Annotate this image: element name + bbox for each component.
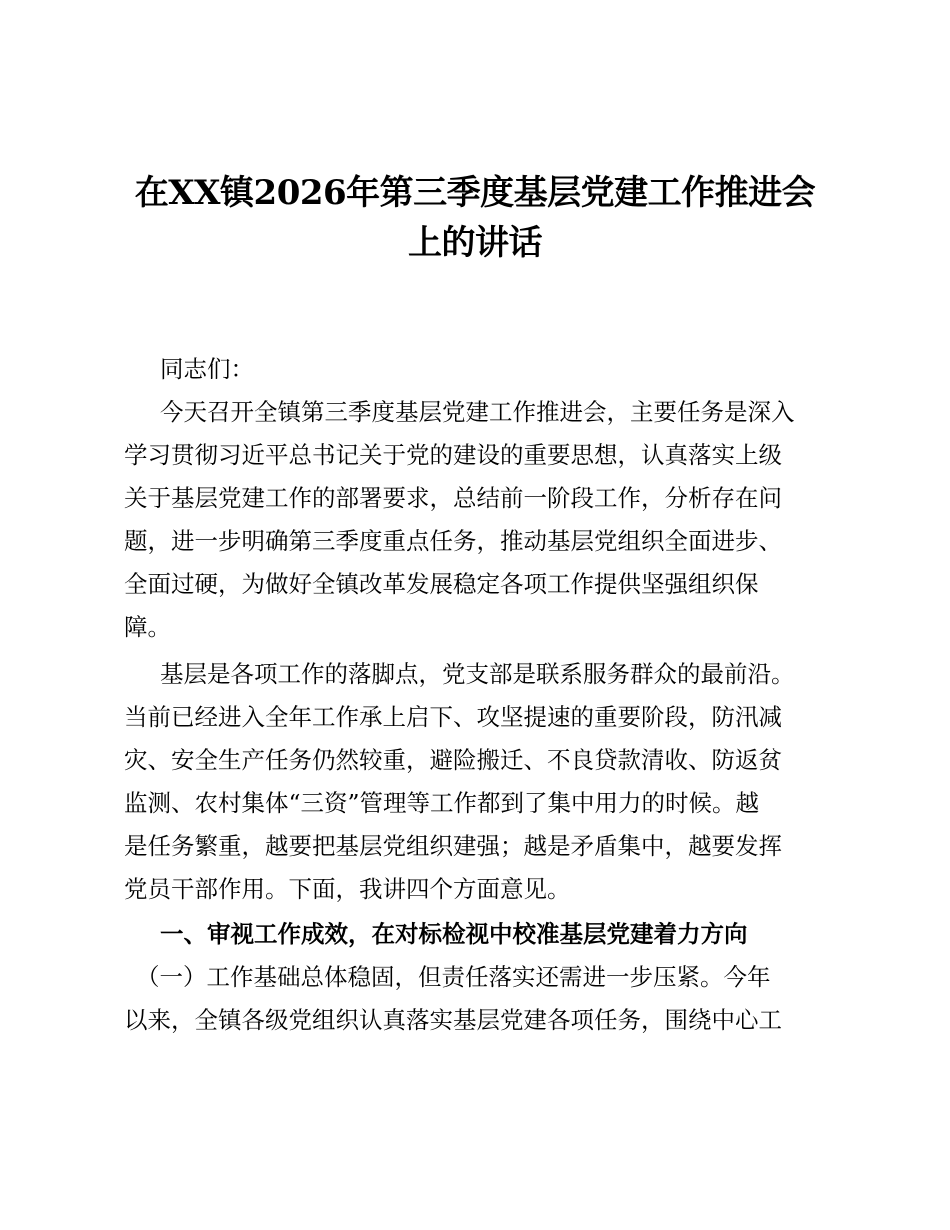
paragraph-1-line: 今天召开全镇第三季度基层党建工作推进会，主要任务是深入 [160,398,795,426]
salutation: 同志们： [160,355,254,383]
paragraph-1-line: 关于基层党建工作的部署要求，总结前一阶段工作，分析存在问 [124,484,782,512]
paragraph-2-line: 当前已经进入全年工作承上启下、攻坚提速的重要阶段，防汛减 [124,703,782,731]
paragraph-2-line: 监测、农村集体“三资”管理等工作都到了集中用力的时候。越 [124,789,760,817]
paragraph-3-line: 以来，全镇各级党组织认真落实基层党建各项任务，围绕中心工 [124,1006,782,1034]
title-line-2: 上的讲话 [408,223,542,263]
paragraph-1-line: 全面过硬，为做好全镇改革发展稳定各项工作提供坚强组织保 [124,570,759,598]
section-heading-1: 一、审视工作成效，在对标检视中校准基层党建着力方向 [160,920,748,948]
paragraph-2-line: 是任务繁重，越要把基层党组织建强；越是矛盾集中，越要发挥 [124,832,782,860]
paragraph-3-line: （一）工作基础总体稳固，但责任落实还需进一步压紧。今年 [136,963,771,991]
paragraph-1-line: 学习贯彻习近平总书记关于党的建设的重要思想，认真落实上级 [124,441,782,469]
paragraph-1-line: 障。 [124,613,171,641]
document-title [118,168,832,268]
paragraph-2-line: 党员干部作用。下面，我讲四个方面意见。 [124,875,571,903]
title-line-1: 在XX镇2026年第三季度基层党建工作推进会 [134,173,816,213]
paragraph-1-line: 题，进一步明确第三季度重点任务，推动基层党组织全面进步、 [124,527,782,555]
paragraph-2-line: 基层是各项工作的落脚点，党支部是联系服务群众的最前沿。 [160,660,795,688]
paragraph-2-line: 灾、安全生产任务仍然较重，避险搬迁、不良贷款清收、防返贫 [124,746,782,774]
